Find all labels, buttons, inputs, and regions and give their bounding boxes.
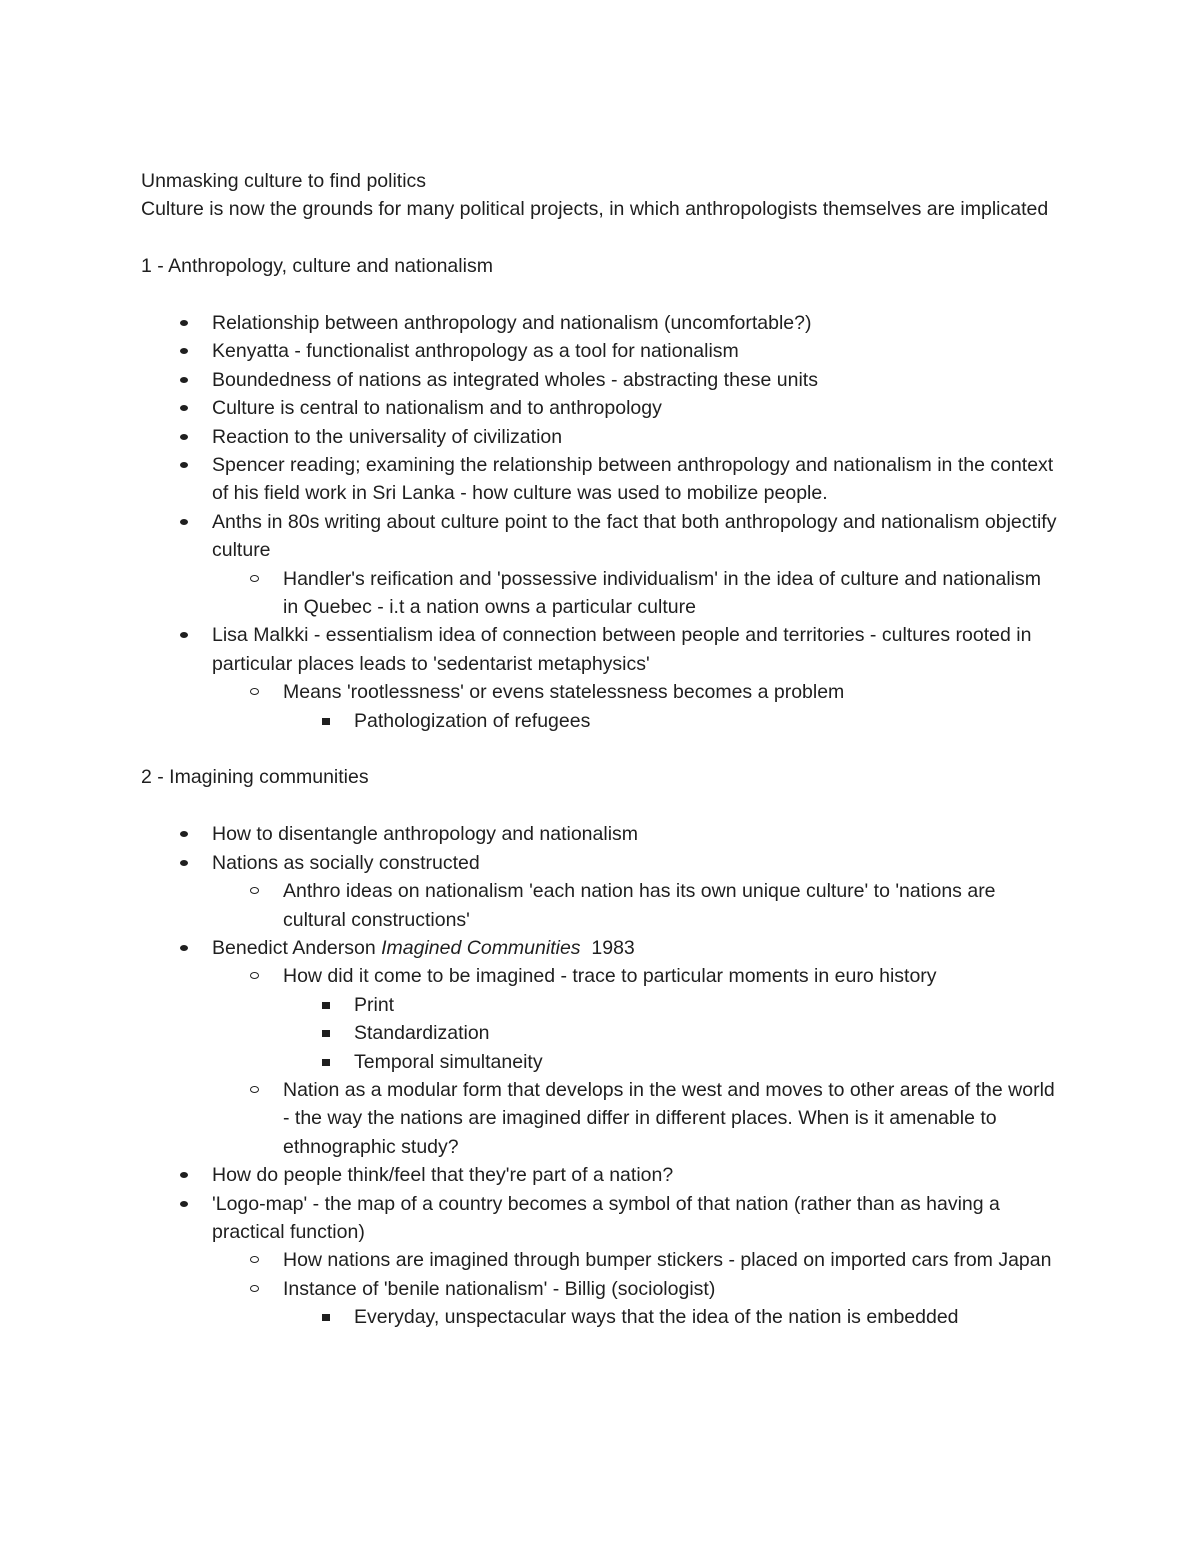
list-item <box>212 1190 1061 1332</box>
list-item-text: Benedict Anderson <box>212 936 382 959</box>
sub-list <box>283 678 1061 735</box>
list-item: Kenyatta - functionalist anthropology as a tool for nationalism <box>212 337 1061 365</box>
spacer <box>141 281 1061 309</box>
sub-list-item <box>283 678 1061 735</box>
sub-list-item <box>283 1275 1061 1332</box>
list-item <box>212 508 1061 622</box>
sub-sub-list-item: Temporal simultaneity <box>354 1048 1061 1076</box>
section-heading-1: 1 - Anthropology, culture and nationalism <box>141 255 493 278</box>
sub-sub-list <box>354 991 1061 1076</box>
list-item: Culture is central to nationalism and to anthropology <box>212 394 1061 422</box>
book-year: 1983 <box>580 936 635 959</box>
sub-list-item: How nations are imagined through bumper stickers - placed on imported cars from Japan <box>283 1246 1061 1274</box>
sub-sub-list-item: Print <box>354 991 1061 1019</box>
list-item: How do people think/feel that they're part of a nation? <box>212 1161 1061 1189</box>
sub-list-item <box>283 962 1061 1076</box>
list-item: Spencer reading; examining the relationship between anthropology and nationalism in the context of his field work in Sri Lanka - how culture was used to mobilize people. <box>212 451 1061 508</box>
sub-list-item-text: How did it come to be imagined - trace to particular moments in euro history <box>283 965 937 988</box>
sub-list-item-text: Means 'rootlessness' or evens statelessness becomes a problem <box>283 681 845 704</box>
list-item-text: Anths in 80s writing about culture point to the fact that both anthropology and nationalism objectify culture <box>212 510 1057 562</box>
sub-list <box>283 565 1061 622</box>
sub-list-item-text: Instance of 'benile nationalism' - Billig (sociologist) <box>283 1277 716 1300</box>
section-heading-2: 2 - Imagining communities <box>141 766 369 789</box>
section-1-list <box>212 309 1061 735</box>
list-item <box>212 934 1061 1161</box>
list-item: Boundedness of nations as integrated wholes - abstracting these units <box>212 366 1061 394</box>
sub-list <box>283 877 1061 934</box>
sub-list-item: Anthro ideas on nationalism 'each nation has its own unique culture' to 'nations are cultural constructions' <box>283 877 1061 934</box>
sub-sub-list-item: Pathologization of refugees <box>354 707 1061 735</box>
sub-sub-list-item: Everyday, unspectacular ways that the idea of the nation is embedded <box>354 1303 1061 1331</box>
list-item-text: 'Logo-map' - the map of a country becomes a symbol of that nation (rather than as having a practical function) <box>212 1192 1000 1243</box>
list-item <box>212 849 1061 934</box>
spacer <box>141 224 1061 252</box>
sub-sub-list <box>354 1303 1061 1331</box>
sub-list-item: Handler's reification and 'possessive individualism' in the idea of culture and nationalism in Quebec - i.t a nation owns a particular culture <box>283 565 1061 622</box>
document-page <box>141 167 1061 1332</box>
sub-list <box>283 962 1061 1161</box>
list-item: Relationship between anthropology and nationalism (uncomfortable?) <box>212 309 1061 337</box>
spacer <box>141 792 1061 820</box>
list-item-text: Nations as socially constructed <box>212 851 480 874</box>
list-item-text: Lisa Malkki - essentialism idea of connection between people and territories - cultures rooted in particular places leads to 'sedentarist metaphysics' <box>212 624 1032 675</box>
list-item: Reaction to the universality of civilization <box>212 423 1061 451</box>
sub-list <box>283 1246 1061 1331</box>
spacer <box>141 735 1061 763</box>
section-2-list <box>212 820 1061 1331</box>
sub-list-item: Nation as a modular form that develops in the west and moves to other areas of the world - the way the nations are imagined differ in different places. When is it amenable to ethnographic study? <box>283 1076 1061 1161</box>
book-title: Imagined Communities <box>381 936 581 959</box>
list-item <box>212 621 1061 735</box>
sub-sub-list <box>354 707 1061 735</box>
document-title: Unmasking culture to find politics <box>141 170 427 192</box>
intro-paragraph: Culture is now the grounds for many political projects, in which anthropologists themselves are implicated <box>141 198 1049 221</box>
sub-sub-list-item: Standardization <box>354 1019 1061 1047</box>
list-item: How to disentangle anthropology and nationalism <box>212 820 1061 848</box>
